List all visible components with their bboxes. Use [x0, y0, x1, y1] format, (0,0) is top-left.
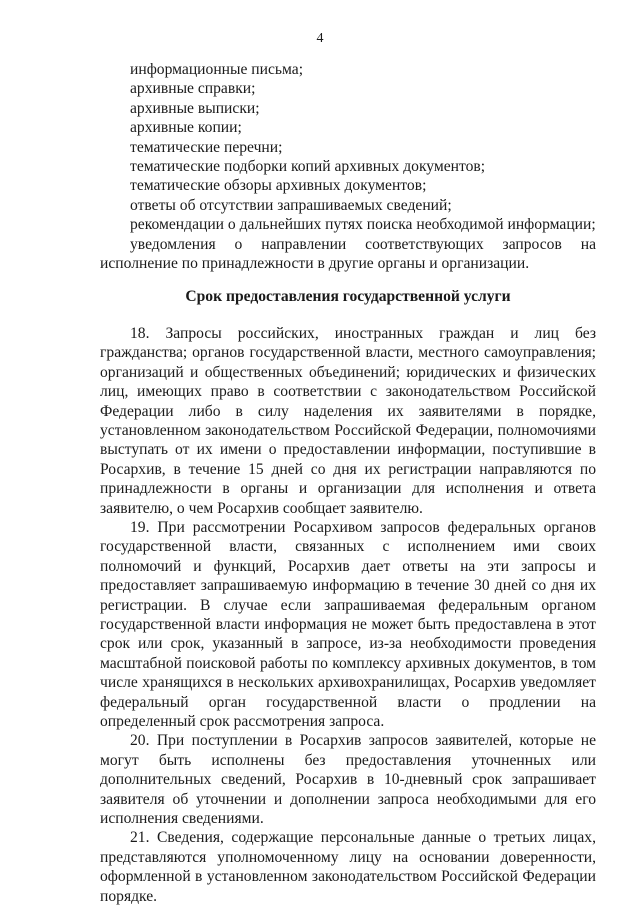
list-item: тематические подборки копий архивных документов;: [130, 158, 486, 176]
list-item: архивные выписки;: [130, 99, 260, 117]
paragraph-19: 19. При рассмотрении Росархивом запросов федеральных органов государственной власти, связанных с исполнением ими своих полномочий и функций, Росархив дает ответы на эти запросы и предоставляет запрашиваемую информацию в течение 30 дней со дня их регистрации. В случае если запрашиваемая федеральным органом государственной власти информация не может быть предоставлена в этот срок или срок, указанный в запросе, из-за необходимости проведения масштабной поисковой работы по комплексу архивных документов, в том числе хранящихся в нескольких архивохранилищах, Росархив уведомляет федеральный орган государственной власти о продлении на определенный срок рассмотрения запроса.: [100, 518, 596, 730]
list-item: архивные справки;: [130, 80, 256, 98]
list-item: архивные копии;: [130, 119, 242, 137]
document-body: [100, 60, 596, 906]
list-item: ответы об отсутствии запрашиваемых сведений;: [130, 196, 452, 214]
paragraph-20: 20. При поступлении в Росархив запросов заявителей, которые не могут быть исполнены без предоставления уточненных или дополнительных сведений, Росархив в 10-дневный срок запрашивает заявителя об уточнении и дополнении запроса необходимыми для его исполнения сведениями.: [100, 732, 596, 828]
list-item: информационные письма;: [130, 61, 304, 78]
result-types-list: [100, 60, 596, 273]
page-number: 4: [316, 31, 324, 46]
section-heading: Срок предоставления государственной услуги: [185, 288, 511, 306]
list-item: уведомления о направлении соответствующих запросов на исполнение по принадлежности в другие органы и организации.: [100, 235, 596, 273]
list-item: тематические перечни;: [130, 138, 283, 156]
paragraph-18: 18. Запросы российских, иностранных граждан и лиц без гражданства; органов государственной власти, местного самоуправления; организаций и общественных объединений; юридических и физических лиц, имеющих право в соответствии с законодательством Российской Федерации либо в силу наделения их заявителями в порядке, установленном законодательством Российской Федерации, полномочиями выступать от их имени о предоставлении информации, поступившие в Росархив, в течение 15 дней со дня их регистрации направляются по принадлежности в органы и организации для исполнения и ответа заявителю, о чем Росархив сообщает заявителю.: [100, 324, 596, 517]
list-item: тематические обзоры архивных документов;: [130, 177, 427, 195]
list-item: рекомендации о дальнейших путях поиска необходимой информации;: [130, 216, 596, 234]
paragraph-21: 21. Сведения, содержащие персональные данные о третьих лицах, представляются уполномоченному лицу на основании доверенности, оформленной в установленном законодательством Российской Федерации порядке.: [100, 829, 596, 905]
